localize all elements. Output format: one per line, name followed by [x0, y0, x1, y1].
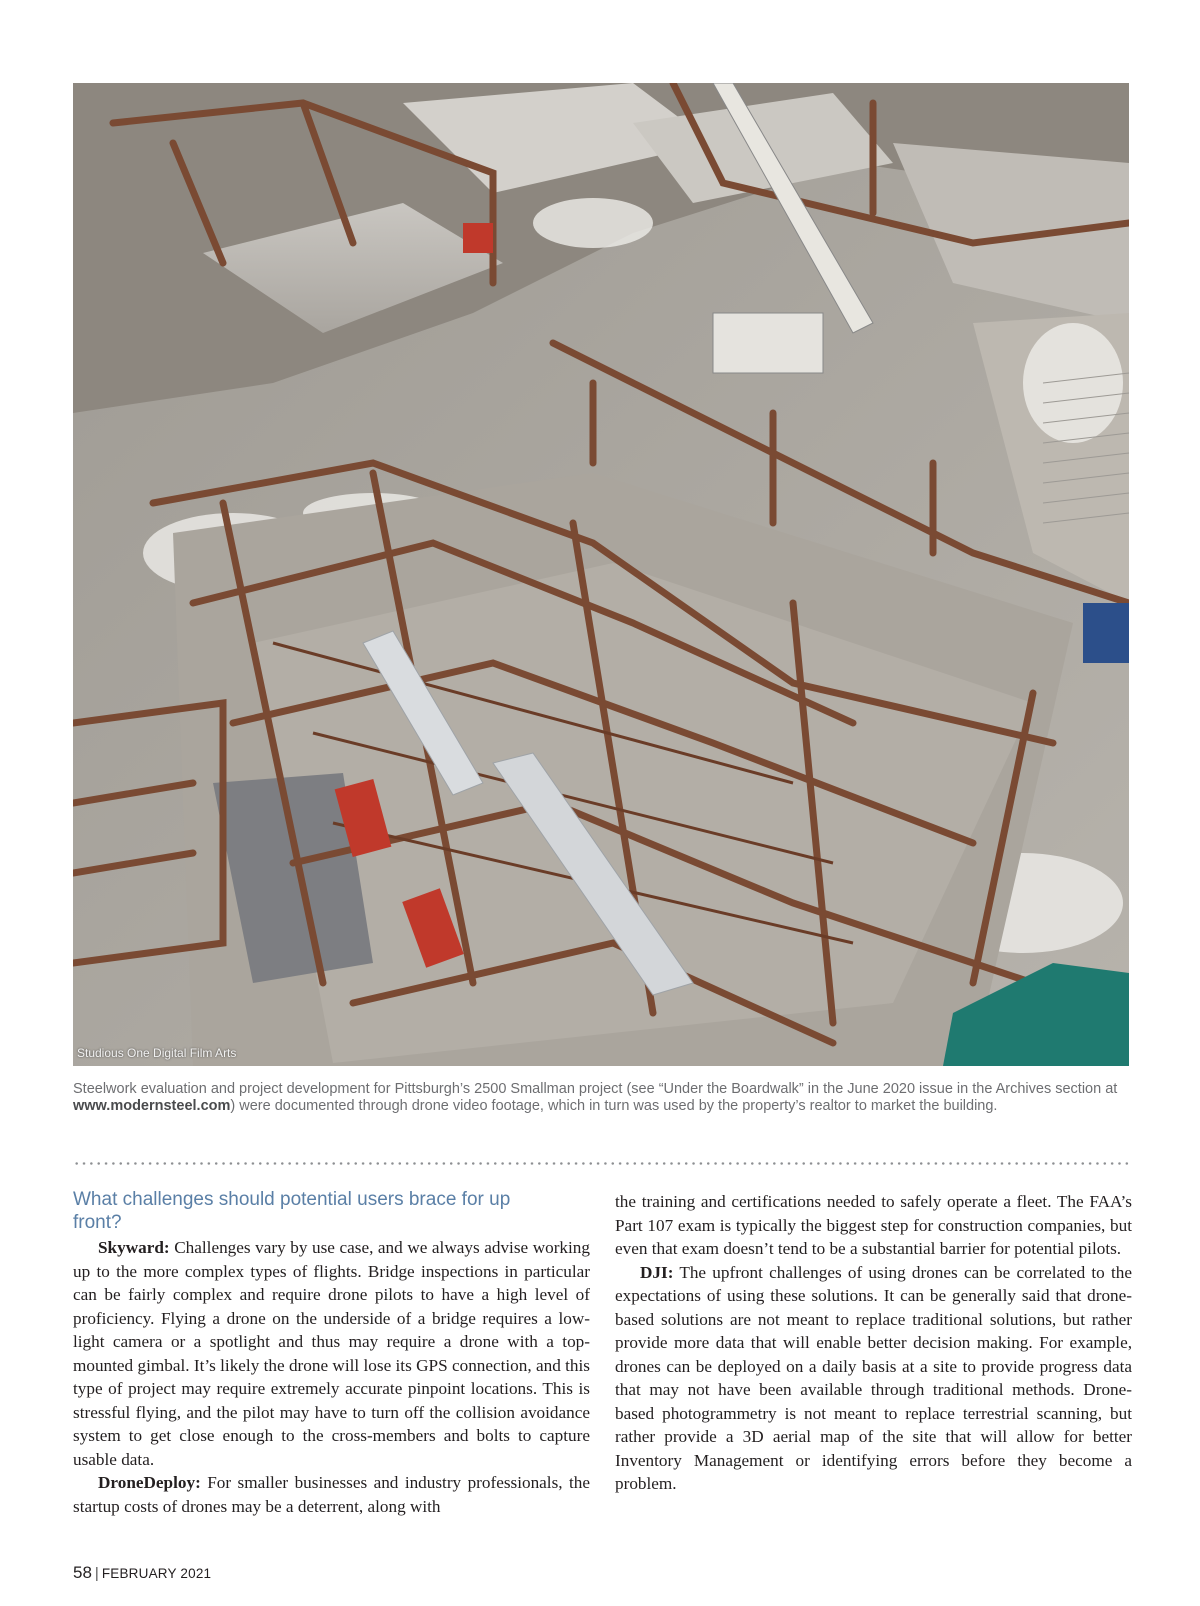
caption-text-1: Steelwork evaluation and project development for Pittsburgh’s 2500 Smallman project (see “Under the Boardwalk” in the June 2020 issue in the Archives section at	[73, 1081, 1118, 1097]
paragraph-dronedeploy	[73, 1471, 590, 1518]
paragraph-dronedeploy-continued: the training and certifications needed to safely operate a fleet. The FAA’s Part 107 exam is typically the biggest step for construction companies, but even that exam doesn’t tend to be a substantial barrier for potential pilots.	[615, 1192, 1132, 1258]
photo-illustration	[73, 83, 1129, 1066]
paragraph-dji-text: The upfront challenges of using drones can be correlated to the expectations of using these solutions. It can be generally said that drone-based solutions are not meant to replace traditional solutions, but rather provide more data that will enable better decision making. For example, drones can be deployed on a daily basis at a site to provide progress data that may not have been available through traditional methods. Drone-based photogrammetry is not meant to replace terrestrial scanning, but rather provide a 3D aerial map of the site that will allow for better Inventory Management or identifying errors before they become a problem.	[615, 1262, 1132, 1493]
speaker-dronedeploy: DroneDeploy:	[98, 1473, 201, 1492]
speaker-skyward: Skyward:	[98, 1238, 170, 1257]
photo-caption	[73, 1081, 1133, 1115]
caption-text-2: ) were documented through drone video footage, which in turn was used by the property’s realtor to market the building.	[230, 1098, 998, 1114]
caption-link[interactable]: www.modernsteel.com	[73, 1098, 231, 1114]
photo-credit: Studious One Digital Film Arts	[77, 1046, 237, 1060]
page-footer	[73, 1563, 211, 1583]
article-column-right	[615, 1190, 1132, 1496]
footer-separator: |	[94, 1565, 99, 1582]
speaker-dji: DJI:	[640, 1262, 674, 1282]
page-number: 58	[73, 1563, 92, 1582]
paragraph-dronedeploy-text-left: For smaller businesses and industry professionals, the startup costs of drones may be a deterrent, along with	[73, 1473, 590, 1516]
section-heading: What challenges should potential users brace for up front?	[73, 1189, 511, 1233]
paragraph-skyward-text: Challenges vary by use case, and we always advise working up to the more complex types of flights. Bridge inspections in particular can be fairly complex and require drone pilots to have a high level of proficiency. Flying a drone on the underside of a bridge requires a low-light camera or a spotlight and thus may require a drone with a top-mounted gimbal. It’s likely the drone will lose its GPS connection, and this type of project may require extremely accurate pinpoint locations. This is stressful flying, and the pilot may have to turn off the collision avoidance system to get close enough to the cross-members and bolts to capture usable data.	[73, 1238, 590, 1469]
dotted-divider	[73, 1162, 1129, 1165]
article-column-left	[73, 1188, 590, 1518]
paragraph-skyward	[73, 1236, 590, 1471]
construction-site-photo	[73, 83, 1129, 1066]
paragraph-dji	[615, 1261, 1132, 1496]
issue-date: FEBRUARY 2021	[101, 1566, 212, 1581]
